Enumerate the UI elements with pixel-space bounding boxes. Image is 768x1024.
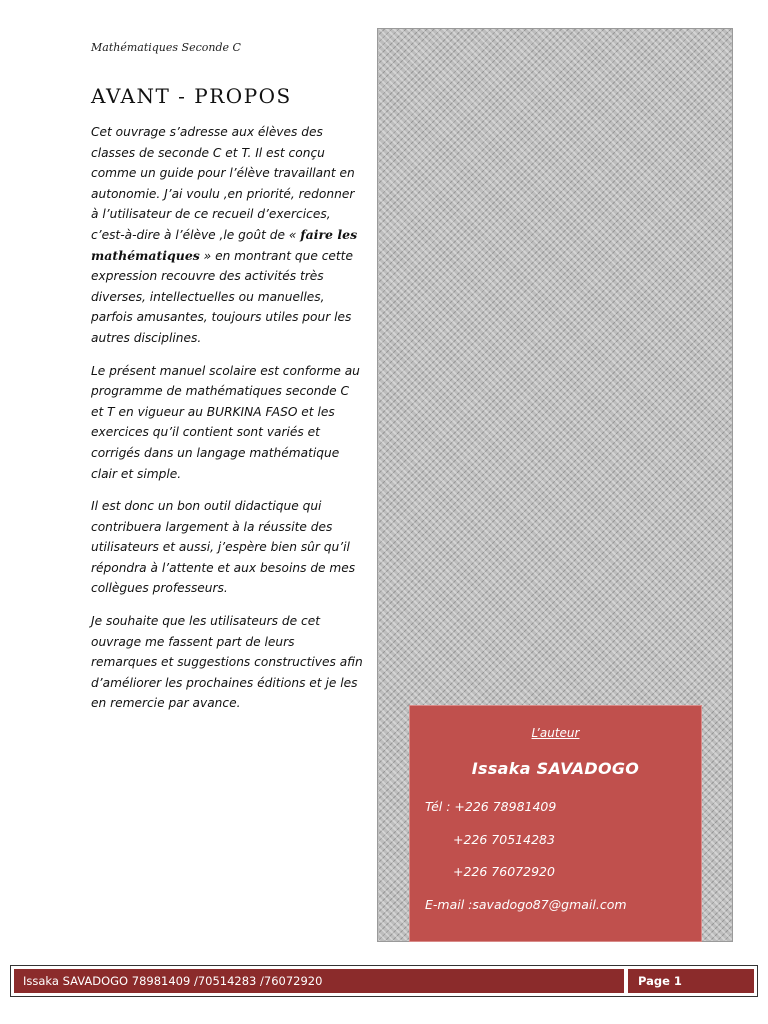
- author-phone-2: +226 70514283: [453, 832, 555, 847]
- page-title: AVANT - PROPOS: [91, 84, 292, 108]
- footer-author-contact: Issaka SAVADOGO 78981409 /70514283 /76072920: [14, 969, 624, 993]
- foreword-body: [91, 122, 363, 726]
- paragraph-2: Le présent manuel scolaire est conforme au programme de mathématiques seconde C et T en vigueur au BURKINA FASO et les exercices qu’il contient sont variés et corrigés dans un langage mathématique clair et simple.: [91, 363, 360, 481]
- paragraph-4: Je souhaite que les utilisateurs de cet ouvrage me fassent part de leurs remarques et suggestions constructives afin d’améliorer les prochaines éditions et je les en remercie par avance.: [91, 614, 363, 711]
- paragraph-1: [91, 122, 363, 349]
- author-phone-3: +226 76072920: [453, 864, 555, 879]
- page-number: Page 1: [628, 969, 754, 993]
- page-footer: [10, 965, 758, 997]
- author-phone-1: Tél : +226 78981409: [425, 799, 557, 814]
- author-card: [409, 705, 702, 942]
- author-email: E-mail :savadogo87@gmail.com: [425, 897, 627, 912]
- author-role: L’auteur: [531, 726, 580, 740]
- running-header: Mathématiques Seconde C: [91, 41, 241, 54]
- emphasized-phrase: faire les mathématiques: [91, 226, 358, 263]
- paragraph-1-end: » en montrant que cette expression recouvre des activités très diverses, intellectuelles ou manuelles, parfois amusantes, toujours utiles pour les autres disciplines.: [91, 248, 353, 345]
- paragraph-1-start: Cet ouvrage s’adresse aux élèves des classes de seconde C et T. Il est conçu comme un guide pour l’élève travaillant en autonomie. J’ai voulu ,en priorité, redonner à l’utilisateur de ce recueil d’exercices, c’est-à-dire à l’élève ,le goût de «: [91, 125, 355, 242]
- paragraph-3: Il est donc un bon outil didactique qui contribuera largement à la réussite des utilisateurs et aussi, j’espère bien sûr qu’il répondra à l’attente et aux besoins de mes collègues professeurs.: [91, 499, 356, 596]
- author-name: Issaka SAVADOGO: [471, 759, 640, 778]
